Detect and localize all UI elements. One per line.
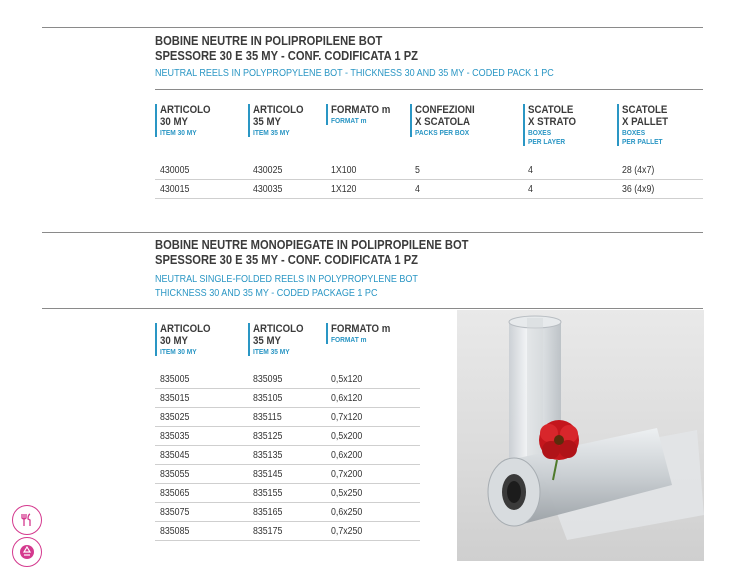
table-cell: 835085 <box>160 526 190 537</box>
section1-col-header-4: SCATOLE X STRATO BOXES PER LAYER <box>523 104 583 146</box>
table-cell: 835045 <box>160 450 190 461</box>
table-cell: 0,7x250 <box>331 526 363 537</box>
section1-col-header-3: CONFEZIONI X SCATOLA PACKS PER BOX <box>410 104 483 137</box>
top-rule <box>42 27 703 28</box>
table-cell: 1X100 <box>331 165 357 176</box>
table-row <box>155 180 703 199</box>
table-cell: 835135 <box>253 450 283 461</box>
section1-title: BOBINE NEUTRE IN POLIPROPILENE BOT SPESSORE 30 E 35 MY - CONF. CODIFICATA 1 PZ <box>155 33 418 63</box>
table-cell: 835165 <box>253 507 283 518</box>
section2-top-rule <box>42 232 703 233</box>
table-cell: 835115 <box>253 412 282 423</box>
table-cell: 835055 <box>160 469 190 480</box>
table-cell: 835005 <box>160 374 190 385</box>
table-cell: 835175 <box>253 526 283 537</box>
table-row <box>155 446 420 465</box>
table-cell: 835015 <box>160 393 190 404</box>
section2-rule <box>42 308 703 309</box>
table-cell: 0,7x120 <box>331 412 363 423</box>
table-row <box>155 161 703 180</box>
table-cell: 0,5x250 <box>331 488 363 499</box>
section2-col-header-1: ARTICOLO 35 MY ITEM 35 MY <box>248 323 310 356</box>
table-cell: 1X120 <box>331 184 357 195</box>
table-row <box>155 389 420 408</box>
table-cell: 835145 <box>253 469 283 480</box>
section2-subtitle: NEUTRAL SINGLE-FOLDED REELS IN POLYPROPYLENE BOT THICKNESS 30 AND 35 MY - CODED PACKAGE 1 PC <box>155 273 418 299</box>
table-cell: 0,5x200 <box>331 431 363 442</box>
table-row <box>155 522 420 541</box>
table-cell: 835065 <box>160 488 190 499</box>
table-cell: 4 <box>528 184 533 195</box>
section1-col-header-5: SCATOLE X PALLET BOXES PER PALLET <box>617 104 674 146</box>
table-cell: 835155 <box>253 488 283 499</box>
table-cell: 4 <box>528 165 533 176</box>
table-cell: 835035 <box>160 431 190 442</box>
table-cell: 835095 <box>253 374 283 385</box>
table-cell: 430005 <box>160 165 190 176</box>
table-cell: 4 <box>415 184 420 195</box>
table-cell: 835105 <box>253 393 283 404</box>
section1-col-header-2: FORMATO m FORMAT m <box>326 104 398 125</box>
table-cell: 36 (4x9) <box>622 184 655 195</box>
section2-col-header-2: FORMATO m FORMAT m <box>326 323 398 344</box>
table-row <box>155 370 420 389</box>
table-cell: 430035 <box>253 184 283 195</box>
table-cell: 0,6x250 <box>331 507 363 518</box>
table-row <box>155 427 420 446</box>
food-contact-icon <box>12 505 42 535</box>
table-row <box>155 484 420 503</box>
table-cell: 0,6x120 <box>331 393 363 404</box>
table-cell: 28 (4x7) <box>622 165 655 176</box>
product-photo <box>457 310 704 561</box>
section2-title: BOBINE NEUTRE MONOPIEGATE IN POLIPROPILENE BOT SPESSORE 30 E 35 MY - CONF. CODIFICATA 1 PZ <box>155 237 469 267</box>
table-cell: 0,7x200 <box>331 469 363 480</box>
section1-subtitle: NEUTRAL REELS IN POLYPROPYLENE BOT - THICKNESS 30 AND 35 MY - CODED PACK 1 PC <box>155 67 554 79</box>
table-cell: 430015 <box>160 184 190 195</box>
recycle-icon <box>12 537 42 567</box>
table-cell: 430025 <box>253 165 283 176</box>
table-cell: 835075 <box>160 507 190 518</box>
section1-col-header-0: ARTICOLO 30 MY ITEM 30 MY <box>155 104 217 137</box>
section1-rule <box>155 89 703 90</box>
table-cell: 5 <box>415 165 420 176</box>
table-cell: 0,6x200 <box>331 450 363 461</box>
table-cell: 835125 <box>253 431 283 442</box>
table-row <box>155 408 420 427</box>
section1-col-header-1: ARTICOLO 35 MY ITEM 35 MY <box>248 104 310 137</box>
film-reel-illustration <box>457 310 704 561</box>
section2-col-header-0: ARTICOLO 30 MY ITEM 30 MY <box>155 323 217 356</box>
table-row <box>155 503 420 522</box>
table-row <box>155 465 420 484</box>
table-cell: 0,5x120 <box>331 374 363 385</box>
table-cell: 835025 <box>160 412 190 423</box>
